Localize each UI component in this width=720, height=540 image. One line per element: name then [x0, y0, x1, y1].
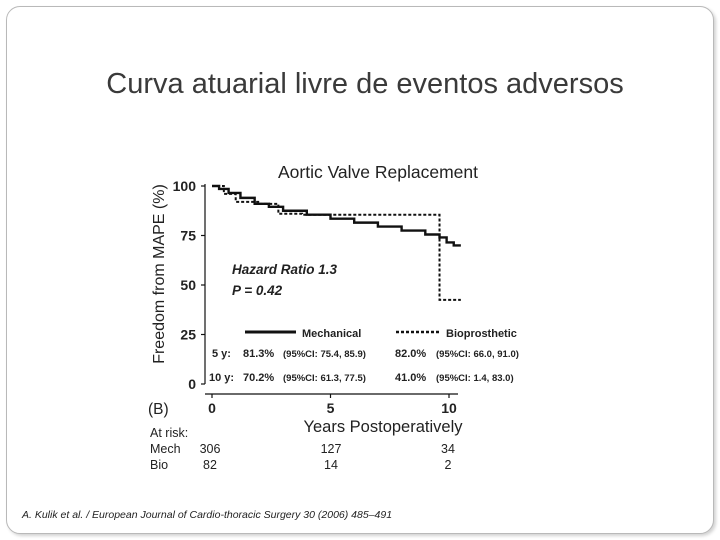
at-risk-header: At risk:	[150, 426, 189, 440]
at-risk-value: 82	[203, 458, 217, 472]
x-axis-label: Years Postoperatively	[303, 418, 463, 436]
slide-title: Curva atuarial livre de eventos adversos	[106, 68, 624, 100]
at-risk-value: 14	[324, 458, 338, 472]
survival-5y-mech-value: 81.3%	[243, 348, 275, 360]
hazard-ratio-annotation: Hazard Ratio 1.3	[232, 262, 338, 277]
y-tick-label: 25	[180, 326, 196, 343]
at-risk-value: 127	[320, 442, 342, 456]
chart-title: Aortic Valve Replacement	[277, 162, 479, 182]
at-risk-value: 306	[199, 442, 221, 456]
x-tick-label: 0	[208, 400, 216, 416]
y-tick-label: 100	[172, 178, 196, 194]
survival-10y-bio-value: 41.0%	[395, 372, 427, 384]
citation: A. Kulik et al. / European Journal of Cardio-thoracic Surgery 30 (2006) 485–491	[22, 509, 393, 521]
y-tick-label: 0	[188, 376, 196, 392]
at-risk-value: 34	[441, 442, 455, 456]
at-risk-row-label: Bio	[150, 458, 169, 472]
legend-bioprosthetic-label: Bioprosthetic	[446, 328, 517, 340]
legend-mechanical-label: Mechanical	[302, 328, 362, 340]
survival-5y-bio-value: 82.0%	[395, 348, 427, 360]
panel-label: (B)	[148, 401, 169, 418]
at-risk-row-label: Mech	[150, 442, 181, 456]
survival-10y-mech-ci: (95%CI: 61.3, 77.5)	[283, 373, 366, 384]
x-tick-label: 5	[326, 400, 335, 416]
survival-5y-bio-ci: (95%CI: 66.0, 91.0)	[436, 349, 519, 360]
survival-5y-label: 5 y:	[212, 348, 231, 360]
x-tick-label: 10	[441, 400, 457, 416]
p-value-annotation: P = 0.42	[232, 283, 283, 298]
survival-10y-label: 10 y:	[209, 372, 235, 384]
y-tick-label: 50	[180, 277, 196, 293]
survival-10y-mech-value: 70.2%	[243, 372, 275, 384]
y-axis-label: Freedom from MAPE (%)	[151, 184, 168, 364]
at-risk-value: 2	[444, 458, 452, 472]
survival-10y-bio-ci: (95%CI: 1.4, 83.0)	[436, 373, 514, 384]
y-tick-label: 75	[180, 227, 196, 244]
survival-5y-mech-ci: (95%CI: 75.4, 85.9)	[283, 349, 366, 360]
